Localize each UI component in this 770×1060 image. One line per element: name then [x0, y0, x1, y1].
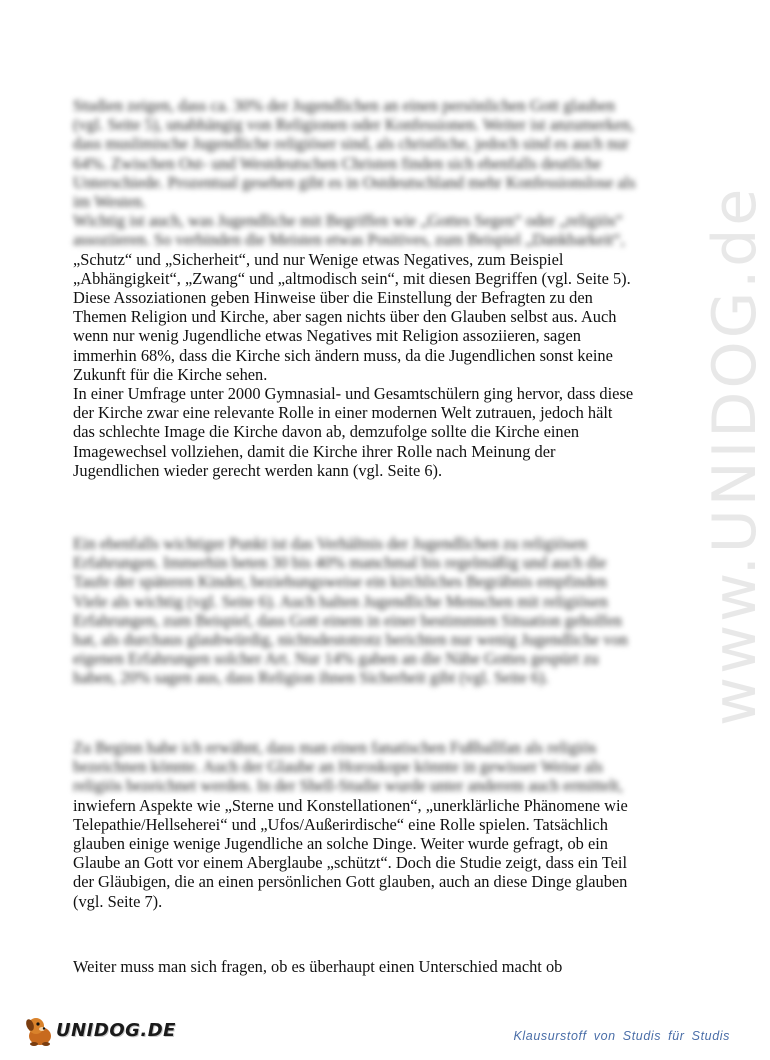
text-line: Telepathie/Hellseherei“ und „Ufos/Außerirdische“ eine Rolle spielen. Tatsächlich	[73, 814, 608, 834]
blurred-line: Ein ebenfalls wichtiger Punkt ist das Verhältnis der Jugendlichen zu religiösen	[73, 534, 588, 553]
blurred-line: Taufe der späteren Kinder, beziehungsweise ein kirchliches Begräbnis empfinden	[73, 572, 607, 592]
text-line: In einer Umfrage unter 2000 Gymnasial- und Gesamtschülern ging hervor, dass diese	[73, 384, 634, 404]
text-line: glauben einige wenige Jugendliche an solche Dinge. Weiter wurde gefragt, ob ein	[73, 834, 608, 854]
paragraph-4	[73, 957, 703, 976]
blurred-line: Erfahrungen. Immerhin beten 30 bis 40% manchmal bis regelmäßig und auch die	[73, 553, 607, 573]
blurred-line: haben, 20% sagen aus, dass Religion ihnen Sicherheit gibt (vgl. Seite 6).	[73, 668, 549, 688]
blurred-line: (vgl. Seite 5), unabhängig von Religionen oder Konfessionen. Weiter ist anzumerken,	[73, 115, 634, 135]
paragraph-2-blurred	[73, 534, 703, 688]
text-line: Jugendlichen wieder gerecht werden kann (vgl. Seite 6).	[73, 460, 443, 480]
blurred-line: religiös bezeichnet werden. In der Shell-Studie wurde unter anderem auch ermittelt,	[73, 776, 623, 796]
text-line: (vgl. Seite 7).	[73, 891, 163, 911]
text-line: wenn nur wenig Jugendliche etwas Negatives mit Religion assoziieren, sagen	[73, 326, 581, 346]
blurred-line: Viele als wichtig (vgl. Seite 6). Auch halten Jugendliche Menschen mit religiösen	[73, 591, 608, 611]
text-line: „Schutz“ und „Sicherheit“, und nur Wenige etwas Negatives, zum Beispiel	[73, 249, 564, 269]
blurred-line: eigenen Erfahrungen solcher Art. Nur 14% gaben an die Nähe Gottes gespürt zu	[73, 649, 599, 669]
blurred-line: bezeichnen könnte. Auch der Glaube an Horoskope könnte in gewisser Weise als	[73, 757, 604, 777]
blurred-line: assoziieren. So verbinden die Meisten etwas Positives, zum Beispiel „Dankbarkeit“,	[73, 230, 625, 250]
paragraph-1	[73, 96, 703, 480]
text-line: Glaube an Gott vor einem Aberglaube „schützt“. Doch die Studie zeigt, dass ein Teil	[73, 853, 628, 873]
text-line: der Kirche zwar eine relevante Rolle in einer modernen Welt zutrauen, jedoch hält	[73, 403, 613, 423]
blurred-line: Erfahrungen, zum Beispiel, dass Gott einem in einer bestimmten Situation geholfen	[73, 610, 622, 630]
text-line: immerhin 68%, dass die Kirche sich ändern muss, da die Jugendlichen sonst keine	[73, 345, 613, 365]
text-line: „Abhängigkeit“, „Zwang“ und „altmodisch sein“, mit diesen Begriffen (vgl. Seite 5).	[73, 268, 631, 288]
blurred-line: Studien zeigen, dass ca. 30% der Jugendlichen an einen persönlichen Gott glauben	[73, 96, 616, 115]
blurred-line: Wichtig ist auch, was Jugendliche mit Begriffen wie „Gottes Segen“ oder „religiös“	[73, 211, 623, 231]
blurred-line: Zu Beginn habe ich erwähnt, dass man einen fanatischen Fußballfan als religiös	[73, 738, 597, 757]
blurred-line: Unterschiede. Prozentual gesehen gibt es in Ostdeutschland mehr Konfessionslose als	[73, 172, 636, 192]
text-line: Themen Religion und Kirche, aber sagen nichts über den Glauben selbst aus. Auch	[73, 307, 617, 327]
text-line: Imagewechsel vollziehen, damit die Kirche ihrer Rolle nach Meinung der	[73, 441, 556, 461]
unidog-logo	[22, 1012, 182, 1052]
watermark-text: www.UNIDOG.de	[700, 185, 770, 726]
blurred-line: 64%. Zwischen Ost- und Westdeutschen Christen finden sich ebenfalls deutliche	[73, 153, 602, 173]
text-line: der Gläubigen, die an einen persönlichen Gott glauben, auch an diese Dinge glauben	[73, 872, 628, 892]
text-line: Diese Assoziationen geben Hinweise über die Einstellung der Befragten zu den	[73, 288, 593, 308]
text-line: inwiefern Aspekte wie „Sterne und Konstellationen“, „unerklärliche Phänomene wie	[73, 795, 628, 815]
text-line: Zukunft für die Kirche sehen.	[73, 364, 268, 384]
text-line: das schlechte Image die Kirche davon ab, demzufolge sollte die Kirche einen	[73, 422, 580, 442]
paragraph-3	[73, 738, 703, 911]
blurred-line: dass muslimische Jugendliche religiöser sind, als christliche, jedoch sind es auch nur	[73, 134, 629, 154]
logo-wordmark: UNIDOG.DE	[56, 1020, 176, 1041]
blurred-line: hat, als durchaus glaubwürdig, nichtsdestotrotz berichten nur wenig Jugendliche von	[73, 630, 628, 650]
blurred-line: im Westen.	[73, 192, 147, 212]
footer-slogan: Klausurstoff von Studis für Studis	[513, 1029, 730, 1043]
text-line: Weiter muss man sich fragen, ob es überhaupt einen Unterschied macht ob	[73, 957, 563, 976]
blurred-text-block	[73, 738, 703, 796]
dog-mascot-icon	[22, 1012, 58, 1048]
blurred-text-block	[73, 96, 703, 250]
